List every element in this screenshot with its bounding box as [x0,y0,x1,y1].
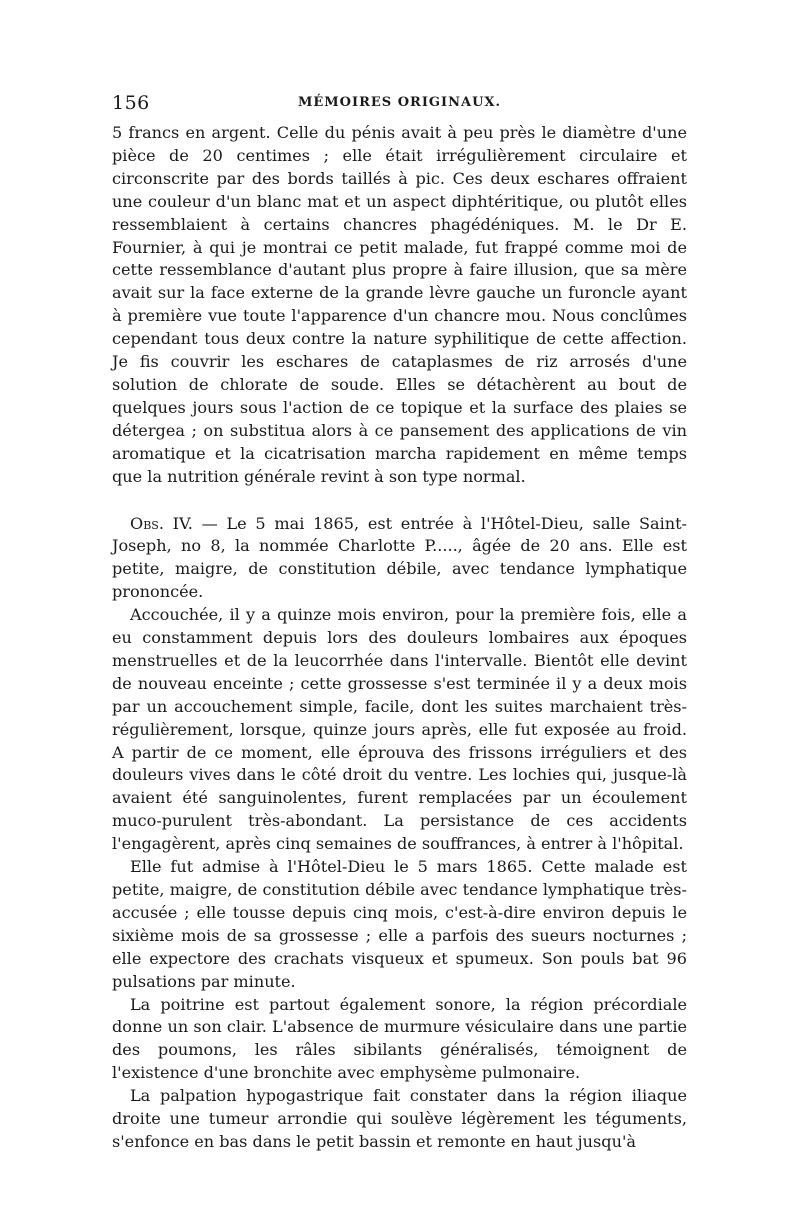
paragraph-observation [112,513,687,605]
body-text [112,122,687,1154]
paragraph: Accouchée, il y a quinze mois environ, pour la première fois, elle a eu constamment depuis lors des douleurs lombaires aux époques menstruelles et de la leucorrhée dans l'intervalle. Bientôt elle devint de nouveau enceinte ; cette grossesse s'est terminée il y a deux mois par un accouchement simple, facile, dont les suites marchaient très-régulièrement, lorsque, quinze jours après, elle fut exposée au froid. A partir de ce moment, elle éprouva des frissons irréguliers et des douleurs vives dans le côté droit du ventre. Les lochies qui, jusque-là avaient été sanguinolentes, furent remplacées par un écoulement muco-purulent très-abondant. La persistance de ces accidents l'engagèrent, après cinq semaines de souffrances, à entrer à l'hôpital. [112,605,687,854]
paragraph: La poitrine est partout également sonore, la région précordiale donne un son clair. L'absence de murmure vésiculaire dans une partie des poumons, les râles sibilants généralisés, témoignent de l'existence d'une bronchite avec emphysème pulmonaire. [112,994,687,1083]
paragraph-continuation: 5 francs en argent. Celle du pénis avait à peu près le diamètre d'une pièce de 20 centimes ; elle était irrégulièrement circulaire et circonscrite par des bords taillés à pic. Ces deux eschares offraient une couleur d'un blanc mat et un aspect diphtéritique, ou plutôt elles ressemblaient à certains chancres phagédéniques. M. le Dr E. Fournier, à qui je montrai ce petit malade, fut frappé comme moi de cette ressemblance d'autant plus propre à faire illusion, que sa mère avait sur la face externe de la grande lèvre gauche un furoncle ayant à première vue toute l'apparence d'un chancre mou. Nous conclûmes cependant tous deux contre la nature syphilitique de cette affection. Je fis couvrir les eschares de cataplasmes de riz arrosés d'une solution de chlorate de soude. Elles se détachèrent au bout de quelques jours sous l'action de ce topique et la surface des plaies se détergea ; on substitua alors à ce pansement des applications de vin aromatique et la cicatrisation marcha rapidement en même temps que la nutrition générale revint à son type normal. [112,123,687,486]
paragraph: La palpation hypogastrique fait constater dans la région iliaque droite une tumeur arrondie qui soulève légèrement les téguments, s'enfonce en bas dans le petit bassin et remonte en haut jusqu'à [112,1086,687,1151]
page [112,92,687,1154]
paragraph: Elle fut admise à l'Hôtel-Dieu le 5 mars 1865. Cette malade est petite, maigre, de constitution débile avec tendance lymphatique très-accusée ; elle tousse depuis cinq mois, c'est-à-dire environ depuis le sixième mois de sa grossesse ; elle a parfois des sueurs nocturnes ; elle expectore des crachats visqueux et spumeux. Son pouls bat 96 pulsations par minute. [112,857,687,991]
page-number: 156 [112,92,150,114]
observation-text: — Le 5 mai 1865, est entrée à l'Hôtel-Dieu, salle Saint-Joseph, no 8, la nommée Charlotte P....., âgée de 20 ans. Elle est petite, maigre, de constitution débile, avec tendance lymphatique prononcée. [112,513,687,602]
running-title: MÉMOIRES ORIGINAUX. [297,95,502,110]
observation-label: Obs. IV. [130,513,193,533]
section-gap [112,489,687,513]
running-head [112,92,687,122]
